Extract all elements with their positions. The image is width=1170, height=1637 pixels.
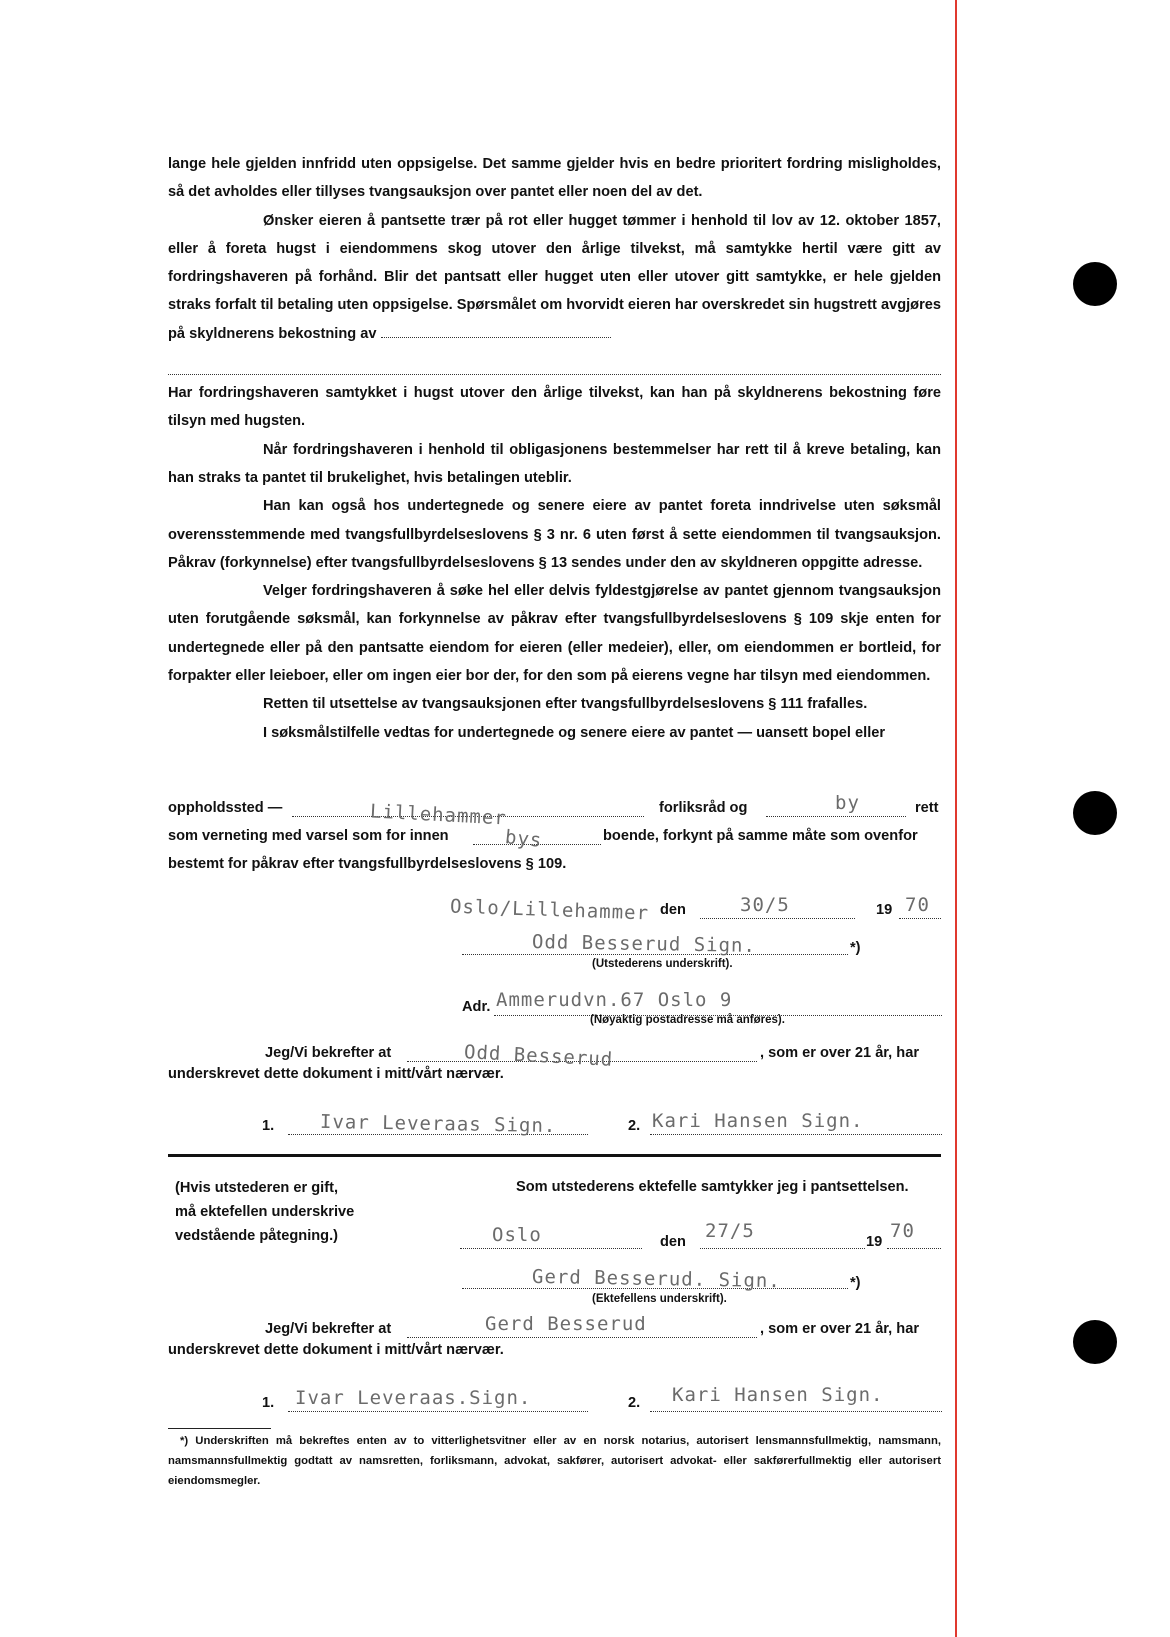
section-divider [168,1154,941,1157]
address-label: Adr. [462,999,491,1015]
witness2-signed-label: underskrevet dette dokument i mitt/vårt nærvær. [168,1342,504,1358]
footnote-rule [168,1428,271,1429]
witness2-over21-label: , som er over 21 år, har [760,1321,919,1337]
body-text [168,150,941,747]
forliksrad-label: forliksråd og [659,800,748,816]
innen-value: bys [503,826,544,852]
witness2-confirm-label: Jeg/Vi bekrefter at [265,1321,392,1337]
issuer-place-value: Oslo/Lillehammer [449,895,650,925]
issuer-year-prefix: 19 [876,902,893,918]
rett-value: by [835,792,860,814]
spouse-date-value: 27/5 [705,1220,755,1242]
witness1-number-1: 1. [262,1118,275,1134]
margin-line [955,0,957,1637]
spouse-consent-text: Som utstederens ektefelle samtykker jeg i pantsettelsen. [516,1179,909,1195]
spouse-note: (Hvis utstederen er gift, må ektefellen underskrive vedstående påtegning.) [175,1180,355,1244]
witness1-first-value: Ivar Leveraas Sign. [319,1110,557,1138]
witness1-signed-label: underskrevet dette dokument i mitt/vårt nærvær. [168,1066,504,1082]
rett-label: rett [915,800,939,816]
issuer-asterisk: *) [850,940,861,956]
paragraph-7: Retten til utsettelse av tvangsauksjonen efter tvangsfullbyrdelseslovens § 111 frafalles. [263,696,868,713]
boende-label: boende, forkynt på samme måte som ovenfor [603,828,918,844]
witness2-name-value: Gerd Besserud [485,1313,647,1335]
witness2-number-2: 2. [628,1395,641,1411]
spouse-asterisk: *) [850,1275,861,1291]
paragraph-5: Han kan også hos undertegnede og senere eiere av pantet foreta inndrivelse uten søksmål overensstemmende med tvangsfullbyrdelseslovens § 3 nr. 6 uten først å sette eiendommen til tvangsauksjon. Påkrav (forkynnelse) efter tvangsfullbyrdelseslovens § 13 sendes under den av skyldneren oppgitte adresse. [168,498,941,571]
witness1-over21-label: , som er over 21 år, har [760,1045,919,1061]
witness2-first-value: Ivar Leveraas.Sign. [295,1387,532,1409]
witness2-number-1: 1. [262,1395,275,1411]
footnote: *) Underskriften må bekreftes enten av to vitterlighetsvitner eller av en norsk notarius, autorisert lensmannsfullmektig, namsmann, namsmannsfullmektig godtatt av namsretten, forliksmann, advokat, sakfører, autorisert advokat- eller sakførerfullmektig eller autorisert eiendomsmegler. [168,1435,941,1487]
punch-hole-bottom [1073,1320,1117,1364]
witness1-second-value: Kari Hansen Sign. [652,1110,864,1132]
punch-hole-middle [1073,791,1117,835]
witness1-name-value: Odd Besserud [463,1041,614,1071]
issuer-den-label: den [660,902,686,918]
issuer-signature-value: Odd Besserud Sign. [531,931,757,957]
address-caption: (Nøyaktig postadresse må anføres). [590,1014,785,1026]
issuer-year-value: 70 [905,894,930,916]
witness2-second-value: Kari Hansen Sign. [672,1384,884,1406]
witness1-number-2: 2. [628,1118,641,1134]
spouse-year-prefix: 19 [866,1234,883,1250]
spouse-signature-caption: (Ektefellens underskrift). [592,1293,727,1305]
paragraph-8: I søksmålstilfelle vedtas for undertegnede og senere eiere av pantet — uansett bopel eller [263,724,886,741]
paragraph-6: Velger fordringshaveren å søke hel eller delvis fyldestgjørelse av pantet gjennom tvangsauksjon uten forutgående søksmål, kan forkynnelse av påkrav efter tvangsfullbyrdelseslovens § 109 skje enten for undertegnede eller på den pantsatte eiendom for eieren (eller medeier), eller, om eiendommen er bortleid, for forpakter eller leieboer, eller om ingen eier bor der, for den som på eierens vegne har tilsyn med eiendommen. [168,583,941,685]
spouse-signature-value: Gerd Besserud. Sign. [531,1265,781,1293]
issuer-signature-caption: (Utstederens underskrift). [592,958,733,970]
punch-hole-top [1073,262,1117,306]
bestemt-label: bestemt for påkrav efter tvangsfullbyrdelseslovens § 109. [168,856,567,872]
verneting-label: som verneting med varsel som for innen [168,828,449,844]
paragraph-2: Ønsker eieren å pantsette trær på rot eller hugget tømmer i henhold til lov av 12. oktober 1857, eller å foreta hugst i eiendommens skog utover den årlige tilvekst, må samtykke hertil være gitt av fordringshaveren på forhånd. Blir det pantsatt eller hugget uten eller utover gitt samtykke, er hele gjelden straks forfalt til betaling uten oppsigelse. Spørsmålet om hvorvidt eieren har overskredet sin hugstrett avgjøres på skyldnerens bekostning av [168,212,941,342]
spouse-place-field[interactable] [460,1228,642,1249]
spouse-year-value: 70 [890,1220,915,1242]
hugst-assessor-field[interactable] [381,325,611,338]
paragraph-1: lange hele gjelden innfridd uten oppsigelse. Det samme gjelder hvis en bedre prioritert fordring misligholdes, så det avholdes eller tillyses tvangsauksjon over pantet eller noen del av det. [168,156,941,201]
spouse-den-label: den [660,1234,686,1250]
spouse-place-value: Oslo [492,1224,542,1246]
paragraph-3: Har fordringshaveren samtykket i hugst utover den årlige tilvekst, kan han på skyldnerens bekostning føre tilsyn med hugsten. [168,385,941,430]
forliksrad-value: Lillehammer [369,800,508,830]
paragraph-4: Når fordringshaveren i henhold til obligasjonens bestemmelser har rett til å kreve betaling, kan han straks ta pantet til brukelighet, hvis betalingen uteblir. [168,441,941,486]
issuer-date-value: 30/5 [740,894,790,916]
address-value: Ammerudvn.67 Oslo 9 [496,989,733,1011]
witness1-confirm-label: Jeg/Vi bekrefter at [265,1045,392,1061]
oppholdssted-label: oppholdssted — [168,800,283,816]
continuation-dotted-line [168,348,941,375]
